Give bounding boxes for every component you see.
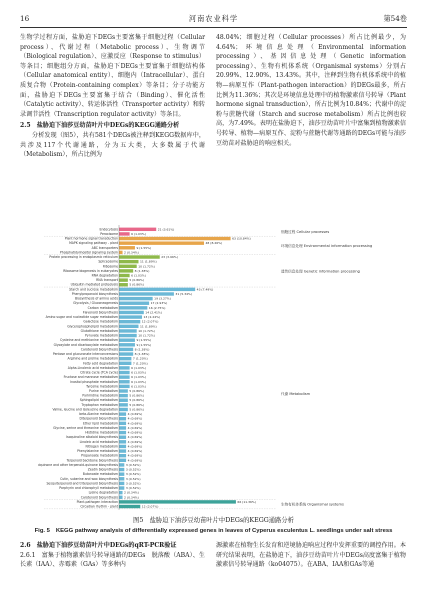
pathway-value-label: 5 (0.86%) [129,282,145,287]
figure-caption-cn: 图5 盐胁迫下油莎豆幼苗叶片中DEGs的KEGG通路分析 [133,517,294,524]
pathway-bar [119,477,124,480]
pathway-label: Fatty acid degradation [83,361,118,366]
paragraph-hormone: 源激素在植物生长发育和逆境胁迫响应过程中发挥重要的调控作用。本研究结果表明，在盐胁迫下，油莎豆幼苗叶片中DEGs高度富集于植物激素信号转导通路（ko04075）。在ABA、IAA和GAs等通 [216,542,406,569]
pathway-bar [119,426,126,429]
pathway-bar [119,408,128,411]
pathway-label: Valine, leucine and isoleucine degradation [52,407,118,412]
pathway-label: Flavonoid biosynthesis [82,310,118,315]
pathway-bar [119,422,126,425]
pathway-bar [119,228,156,231]
pathway-bar [119,241,204,244]
pathway-bar [119,500,236,503]
pathway-bar [119,246,135,249]
pathway-label: Sphingolipid metabolism [79,398,118,403]
pathway-bar [119,482,124,485]
journal-name: 河南农业科学 [188,14,239,23]
pathway-value-label: 63 (10.84%) [232,236,251,241]
pathway-label: Spliceosome [98,259,118,264]
pathway-value-label: 5 (0.86%) [129,402,145,407]
pathway-label: Carotenoid biosynthesis [80,495,118,500]
left-column [20,33,205,160]
pathway-label: Galactose metabolism [83,319,118,324]
pathway-value-label: 4 (0.69%) [127,430,143,435]
pathway-label: Linoleic acid metabolism [79,439,118,444]
pathway-bar [119,348,133,351]
pathway-bar [119,389,128,392]
pathway-value-label: 5 (0.86%) [129,407,145,412]
pathway-value-label: 7 (1.20%) [132,361,148,366]
pathway-label: Alpha-Linolenic acid metabolism [67,365,118,370]
pathway-value-label: 9 (1.55%) [136,342,152,347]
pathway-label: Plant hormone signal transduction [64,236,118,241]
pathway-bar [119,320,140,323]
pathway-value-label: 6 (1.03%) [131,375,146,380]
pathway-bar [119,338,135,341]
pathway-bar [119,472,124,475]
pathway-bar [119,302,149,305]
pathway-label: RNA degradation [91,273,118,278]
figure-caption-en: Fig. 5 KEGG pathway analysis of differentially expressed genes in leaves of Cyperus esculentus L. seedlings under salt stress [34,528,393,534]
pathway-bar [119,496,123,499]
pathway-bar [119,269,133,272]
pathway-value-label: 48 (8.26%) [205,241,223,246]
pathway-value-label: 5 (0.86%) [129,398,145,403]
pathway-label: Ribosome biogenesis in eukaryotes [63,268,118,273]
pathway-label: Cysteine and methionine metabolism [60,338,118,343]
pathway-label: Histidine metabolism [85,430,118,435]
pathway-bar [119,334,137,337]
pathway-value-label: 4 (0.69%) [127,449,143,454]
pathway-label: Glycerophospholipid metabolism [67,324,118,329]
pathway-label: ABC transporters [91,245,118,250]
pathway-label: Purine metabolism [89,389,118,393]
pathway-bar [119,431,126,434]
category-legend-label: 细胞过程 Cellular processes [281,230,330,235]
pathway-bar [119,445,126,448]
pathway-bar [119,454,126,457]
pathway-bar [119,486,124,489]
pathway-label: Phosphatidylinositol signaling system [59,250,118,255]
pathway-bar [119,260,138,263]
pathway-bar [119,366,130,369]
pathway-bar [119,352,133,355]
pathway-value-label: 2 (0.34%) [124,250,139,255]
pathway-value-label: 6 (1.03%) [131,231,146,236]
pathway-value-label: 4 (0.69%) [127,416,143,421]
pathway-bar [119,315,142,318]
pathway-bar [119,283,128,286]
pathway-bar [119,491,123,494]
pathway-value-label: 3 (0.52%) [125,472,141,477]
pathway-bar [119,237,231,240]
pathway-bar [119,394,128,397]
pathway-value-label: 11 (1.89%) [139,259,157,264]
page-number: 16 [20,14,30,23]
pathway-value-label: 9 (1.55%) [136,338,152,343]
pathway-value-label: 5 (0.86%) [129,278,145,283]
section-2-5-heading: 2.5 盐胁迫下油莎豆幼苗叶片中DEGs的KEGG通路分析 [20,122,180,130]
pathway-bar [119,288,195,291]
pathway-label: Glycolysis / Gluconeogenesis [73,301,118,306]
pathway-label: Propanoate metabolism [81,453,118,458]
pathway-value-label: 31 (5.34%) [175,291,193,296]
pathway-value-label: 3 (0.52%) [125,467,141,472]
section-2-6-heading: 2.6 盐胁迫下油莎豆幼苗叶片中DEGs的qRT-PCR验证 [20,542,177,549]
pathway-label: Fructose and mannose metabolism [63,375,118,380]
pathway-value-label: 3 (0.52%) [125,476,141,481]
pathway-value-label: 6 (1.03%) [131,365,146,370]
pathway-bar [119,329,137,332]
pathway-value-label: 8 (1.38%) [134,347,150,352]
pathway-value-label: 2 (0.34%) [124,490,139,495]
pathway-label: Starch and sucrose metabolism [69,287,118,292]
category-legend-label: 生物有机体系统 Organismal systems [281,502,344,507]
pathway-bar [119,357,131,360]
pathway-label: Ubiquinone and other terpenoid-quinone biosynthesis [38,462,118,467]
pathway-label: Pentose and glucuronate interconversions [52,352,118,357]
pathway-value-label: 17 (2.93%) [150,301,168,306]
pathway-label: Diterpenoid biosynthesis [79,416,118,421]
pathway-bar [119,385,130,388]
pathway-label: Glycine, serine and threonine metabolism [53,425,118,430]
pathway-bar [119,306,147,309]
pathway-value-label: 12 (2.07%) [141,504,159,509]
pathway-label: Terpenoid backbone biosynthesis [66,458,118,463]
pathway-label: Peroxisome [100,231,118,236]
pathway-bar [119,399,128,402]
pathway-label: Zeatin biosynthesis [87,467,118,472]
pathway-bar [119,375,130,378]
header-rule [20,27,407,28]
pathway-bar [119,371,130,374]
category-legend-label: 环境信息处理 Environmental information processing [281,243,373,248]
pathway-bar [119,436,126,439]
pathway-value-label: 10 (1.72%) [138,264,155,269]
pathway-label: Citrate cycle (TCA cycle) [80,370,118,375]
paragraph-go-analysis: 生物学过程方面，盐胁迫下DEGs主要富集于细胞过程（Cellular process）、代谢过程（Metabolic process）、生物调节（Biological regulation）、应激反应（Response to stimulus）等条目；细胞组分方面，盐胁迫下DEGs主要富集于细胞结构体（Cellular anatomical entity）、细胞内（Intracellular）、蛋白质复合物（Protein-containing complex）等条目；分子功能方面，盐胁迫下DEGs主要富集于结合（Binding）、催化活性（Catalytic activity）、转运体活性（Transporter activity）和转录调节活性（Transcription regulator activity）等条目。 [20,34,205,118]
pathway-label: Glutathione metabolism [80,328,118,333]
pathway-value-label: 9 (1.55%) [136,245,152,250]
pathway-value-label: 13 (2.24%) [143,315,161,320]
pathway-value-label: 43 (7.49%) [196,287,214,292]
pathway-value-label: 4 (0.69%) [127,435,143,440]
pathway-label: Pyruvate metabolism [85,333,118,338]
pathway-bar [119,380,130,383]
right-column [216,33,406,148]
pathway-value-label: 21 (3.61%) [157,227,175,232]
pathway-bar [119,468,124,471]
pathway-bar [119,251,123,254]
pathway-value-label: 19 (3.27%) [154,296,171,301]
pathway-label: Tryptophan metabolism [81,402,118,407]
pathway-bar [119,412,126,415]
category-legend-label: 代谢 Metabolism [281,391,311,396]
pathway-label: Butanoate metabolism [82,472,118,477]
pathway-value-label: 4 (0.69%) [127,444,143,449]
pathway-value-label: 4 (0.69%) [127,458,143,463]
pathway-bar [119,274,130,277]
pathway-value-label: 10 (1.72%) [138,328,155,333]
pathway-label: Tyrosine metabolism [86,384,118,389]
pathway-label: Lysine degradation [88,490,118,495]
pathway-label: Phenylalanine metabolism [77,449,118,454]
pathway-value-label: 10 (1.72%) [138,333,155,338]
pathway-value-label: 11 (1.89%) [139,324,157,329]
pathway-label: Protein processing in endoplasmic reticulum [49,255,118,260]
pathway-bar [119,505,140,508]
paragraph-kegg-results: 48.04%；细胞过程（Cellular processes）所占比例最少，为4.64%；环境信息处理（Environmental information processing）、基因信息处理（Genetic information processing）、生物有机体系统（Organismal systems）分别占20.99%、12.90%、13.43%。其中，注释到生物有机体系统中的植物—病原互作（Plant-pathogen interaction）的DEGs最多，所占比例为11.36%；其次是环境信息处理中的植物激素信号转导（Plant hormone signal transduction），所占比例为10.84%；代谢中的淀粉与蔗糖代谢（Starch and sucrose metabolism）所占比例也较高，为7.49%。表明在盐胁迫下，油莎豆幼苗叶片中富集到植物激素信号转导、植物—病原互作、淀粉与蔗糖代谢等通路的DEGs可能与油莎豆幼苗对盐胁迫的响应相关。 [216,34,406,147]
volume-number: 第54卷 [383,14,407,23]
pathway-bar [119,362,131,365]
pathway-value-label: 6 (1.03%) [131,384,146,389]
pathway-value-label: 4 (0.69%) [127,412,143,417]
paragraph-kegg-intro: 分析发现（图5），共有581个DEGs被注释到KEGG数据库中，共涉及117个代谢通路，分为五大类，大多数属于代谢（Metabolism），所占比例为 [20,131,205,159]
pathway-bar [119,297,153,300]
pathway-bar [119,463,124,466]
running-header [20,14,407,26]
pathway-value-label: 6 (1.03%) [131,370,146,375]
pathway-value-label: 3 (0.52%) [125,481,141,486]
pathway-value-label: 5 (0.86%) [129,393,145,398]
kegg-bar-chart [38,221,390,511]
pathway-bar [119,311,144,314]
pathway-value-label: 7 (1.20%) [132,356,148,361]
pathway-value-label: 5 (0.86%) [129,389,145,393]
pathway-value-label: 3 (0.52%) [125,486,141,491]
pathway-label: Endocytosis [99,227,118,232]
pathway-label: Cutin, suberine and wax biosynthesis [60,476,118,481]
pathway-bar [119,459,126,462]
pathway-label: Arginine and proline metabolism [67,356,118,361]
pathway-value-label: 14 (2.41%) [145,310,162,315]
pathway-value-label: 4 (0.69%) [127,425,143,430]
pathway-label: Carbon metabolism [87,305,118,310]
figure-5 [38,221,390,511]
pathway-bar [119,449,126,452]
pathway-label: Phenylpropanoid biosynthesis [71,291,118,296]
pathway-bar [119,232,130,235]
pathway-bar [119,417,126,420]
pathway-bar [119,255,160,258]
pathway-value-label: 23 (3.96%) [161,255,178,260]
pathway-value-label: 3 (0.52%) [125,462,141,467]
pathway-label: Glyoxylate and dicarboxylate metabolism [53,342,118,347]
pathway-label: beta-Alanine metabolism [79,412,118,417]
pathway-value-label: 6 (1.03%) [131,379,146,384]
pathway-bar [119,440,126,443]
pathway-value-label: 4 (0.69%) [127,453,143,458]
pathway-label: Amino sugar and nucleotide sugar metabolism [45,315,118,320]
pathway-label: Carotenoid biosynthesis [80,347,118,352]
pathway-label: Porphyrin and chlorophyll metabolism [59,486,118,491]
pathway-value-label: 16 (2.75%) [148,305,166,310]
pathway-label: Nitrogen metabolism [85,444,118,449]
pathway-label: Ubiquitin mediated proteolysis [70,282,118,287]
pathway-value-label: 8 (1.38%) [134,268,150,273]
pathway-bar [119,343,135,346]
pathway-value-label: 4 (0.69%) [127,439,143,444]
category-legend-label: 遗传信息处理 Genetic information processing [281,269,360,274]
pathway-bar [119,292,174,295]
paragraph-2-6-1: 2.6.1 富集于植物激素信号转导通路的DEGs 脱落酸（ABA）、生长素（IAA）、赤霉素（GAs）等多种内 [20,551,205,569]
pathway-label: Isoquinoline alkaloid biosynthesis [66,435,118,440]
pathway-label: Sesquiterpenoid and triterpenoid biosynthesis [46,481,118,486]
pathway-label: Circadian rhythm - plant [80,504,118,509]
pathway-value-label: 2 (0.34%) [124,495,139,500]
pathway-label: Pyrimidine metabolism [82,393,118,398]
pathway-label: Inositol phosphate metabolism [70,379,118,384]
pathway-bar [119,403,128,406]
bottom-right-column [216,541,406,570]
pathway-label: Plant-pathogen interaction [76,499,118,504]
pathway-label: Ribosome [102,264,118,269]
pathway-value-label: 8 (1.38%) [134,352,150,357]
pathway-value-label: 66 (11.36%) [237,499,256,504]
bottom-left-column [20,541,205,570]
pathway-label: Ether lipid metabolism [82,421,118,426]
pathway-value-label: 4 (0.69%) [127,421,143,426]
pathway-bar [119,278,128,281]
pathway-bar [119,325,138,328]
pathway-value-label: 6 (1.03%) [131,273,146,278]
pathway-label: RNA transport [96,278,118,283]
pathway-bar [119,265,137,268]
pathway-label: Biosynthesis of amino acids [74,296,118,301]
pathway-value-label: 12 (2.07%) [141,319,159,324]
pathway-label: MAPK signaling pathway - plant [69,241,118,246]
